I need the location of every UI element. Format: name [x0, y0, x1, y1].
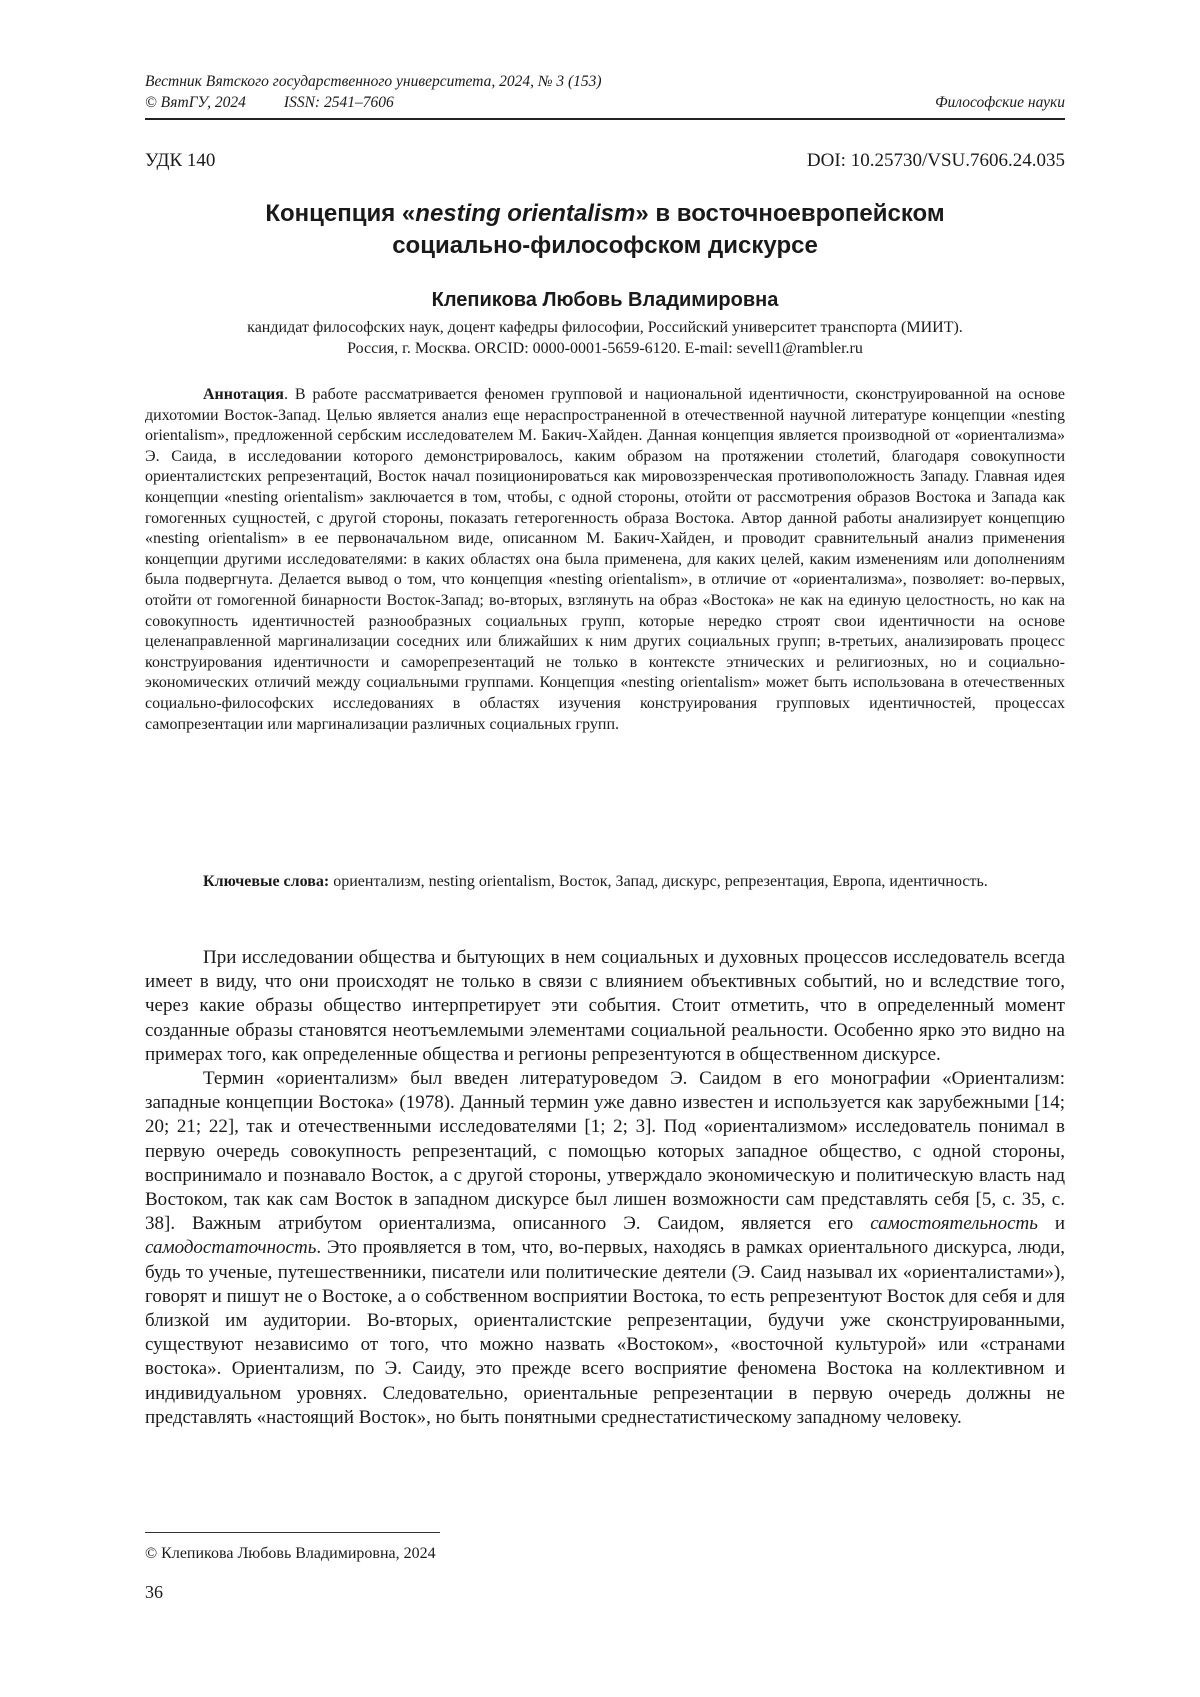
- p2-italic-1: самостоятельность: [870, 1213, 1038, 1234]
- keywords-text: ориентализм, nesting orientalism, Восток, Запад, дискурс, репрезентация, Европа, идентичность.: [329, 873, 988, 890]
- p2-italic-2: самодостаточность: [145, 1237, 316, 1258]
- title-line2: социально-философском дискурсе: [392, 232, 818, 259]
- document-page: [0, 0, 1200, 1697]
- header-section: Философские науки: [935, 94, 1065, 112]
- article-body: [145, 946, 1065, 1430]
- header-issn: ISSN: 2541–7606: [284, 94, 394, 111]
- keywords-label: Ключевые слова:: [203, 873, 329, 890]
- article-title: [145, 198, 1065, 262]
- affiliation-line2: Россия, г. Москва. ORCID: 0000-0001-5659-6120. E-mail: sevell1@rambler.ru: [145, 338, 1065, 359]
- journal-header: Вестник Вятского государственного университета, 2024, № 3 (153): [145, 73, 1065, 91]
- journal-subheader: [145, 94, 1065, 112]
- author-name: Клепикова Любовь Владимировна: [145, 289, 1065, 312]
- header-copyright: © ВятГУ, 2024: [145, 94, 246, 111]
- abstract-label: Аннотация: [203, 386, 284, 403]
- udk-code: УДК 140: [145, 150, 215, 172]
- classification-row: [145, 150, 1065, 172]
- body-paragraph-2: [145, 1067, 1065, 1430]
- p2-text-b: и: [1038, 1213, 1065, 1234]
- affiliation-line1: кандидат философских наук, доцент кафедры философии, Российский университет транспорта (МИИТ).: [145, 317, 1065, 338]
- body-paragraph-1: При исследовании общества и бытующих в нем социальных и духовных процессов исследователь всегда имеет в виду, что они происходят не только в связи с влиянием объективных событий, но и вследствие того, через какие образы общество интерпретирует эти события. Стоит отметить, что в определенный момент созданные образы становятся неотъемлемыми элементами социальной реальности. Особенно ярко это видно на примерах того, как определенные общества и регионы репрезентуются в общественном дискурсе.: [145, 946, 1065, 1067]
- author-affiliation: [145, 317, 1065, 359]
- page-number: 36: [145, 1582, 163, 1603]
- header-rule: [145, 118, 1065, 120]
- doi-link[interactable]: DOI: 10.25730/VSU.7606.24.035: [807, 150, 1065, 172]
- footnote-rule: [145, 1532, 440, 1533]
- footnote: © Клепикова Любовь Владимировна, 2024: [145, 1545, 1065, 1563]
- title-part1: Концепция «: [265, 200, 415, 227]
- title-part2: » в восточноевропейском: [635, 200, 944, 227]
- header-left: [145, 94, 394, 112]
- title-italic: nesting orientalism: [415, 200, 635, 227]
- abstract: [145, 385, 1065, 735]
- p2-text-a: Термин «ориентализм» был введен литературоведом Э. Саидом в его монографии «Ориентализм: западные концепции Востока» (1978). Данный термин уже давно известен и используется как зарубежными [14; 20; 21; 22], так и отечественными исследователями [1; 2; 3]. Под «ориентализмом» исследователь понимал в первую очередь совокупность репрезентаций, с помощью которых западное общество, с одной стороны, воспринимало и познавало Восток, а с другой стороны, утверждало экономическую и политическую власть над Востоком, так как сам Восток в западном дискурсе был лишен возможности сам представлять себя [5, с. 35, с. 38]. Важным атрибутом ориентализма, описанного Э. Саидом, является его: [145, 1068, 1065, 1234]
- p2-text-c: . Это проявляется в том, что, во-первых, находясь в рамках ориентального дискурса, люди, будь то ученые, путешественники, писатели или политические деятели (Э. Саид называл их «ориенталистами»), говорят и пишут не о Востоке, а о собственном восприятии Востока, то есть репрезентуют Восток для себя и для близкой им аудитории. Во-вторых, ориенталистские репрезентации, будучи уже сконструированными, существуют независимо от того, что можно назвать «Востоком», «восточной культурой» или «странами востока». Ориентализм, по Э. Саиду, это прежде всего восприятие феномена Востока на коллективном и индивидуальном уровнях. Следовательно, ориентальные репрезентации в первую очередь должны не представлять «настоящий Восток», но быть понятными среднестатистическому западному человеку.: [145, 1237, 1065, 1427]
- keywords: [145, 872, 1065, 893]
- abstract-text: . В работе рассматривается феномен групповой и национальной идентичности, сконструированной на основе дихотомии Восток-Запад. Целью является анализ еще нераспространенной в отечественной научной литературе концепции «nesting orientalism», предложенной сербским исследователем М. Бакич-Хайден. Данная концепция является производной от «ориентализма» Э. Саида, в исследовании которого демонстрировалось, каким образом на протяжении столетий, благодаря совокупности ориенталистских репрезентаций, Восток начал позиционироваться как мировоззренческая противоположность Западу. Главная идея концепции «nesting orientalism» заключается в том, чтобы, с одной стороны, отойти от рассмотрения образов Востока и Запада как гомогенных сущностей, с другой стороны, показать гетерогенность образа Востока. Автор данной работы анализирует концепцию «nesting orientalism» в ее первоначальном виде, описанном М. Бакич-Хайден, и проводит сравнительный анализ применения концепции другими исследователями: в каких областях она была применена, для каких целей, каким изменениям или дополнениям была подвергнута. Делается вывод о том, что концепция «nesting orientalism», в отличие от «ориентализма», позволяет: во-первых, отойти от гомогенной бинарности Восток-Запад; во-вторых, взглянуть на образ «Востока» не как на единую целостность, но как на совокупность идентичностей разнообразных социальных групп, которые нередко строят свои идентичности на основе целенаправленной маргинализации соседних или ближайших к ним других социальных групп; в-третьих, анализировать процесс конструирования идентичности и саморепрезентаций не только в контексте этнических и религиозных, но и социально-экономических отличий между социальными группами. Концепция «nesting orientalism» может быть использована в отечественных социально-философских исследованиях в областях изучения конструирования групповых идентичностей, процессах самопрезентации или маргинализации различных социальных групп.: [145, 386, 1065, 733]
